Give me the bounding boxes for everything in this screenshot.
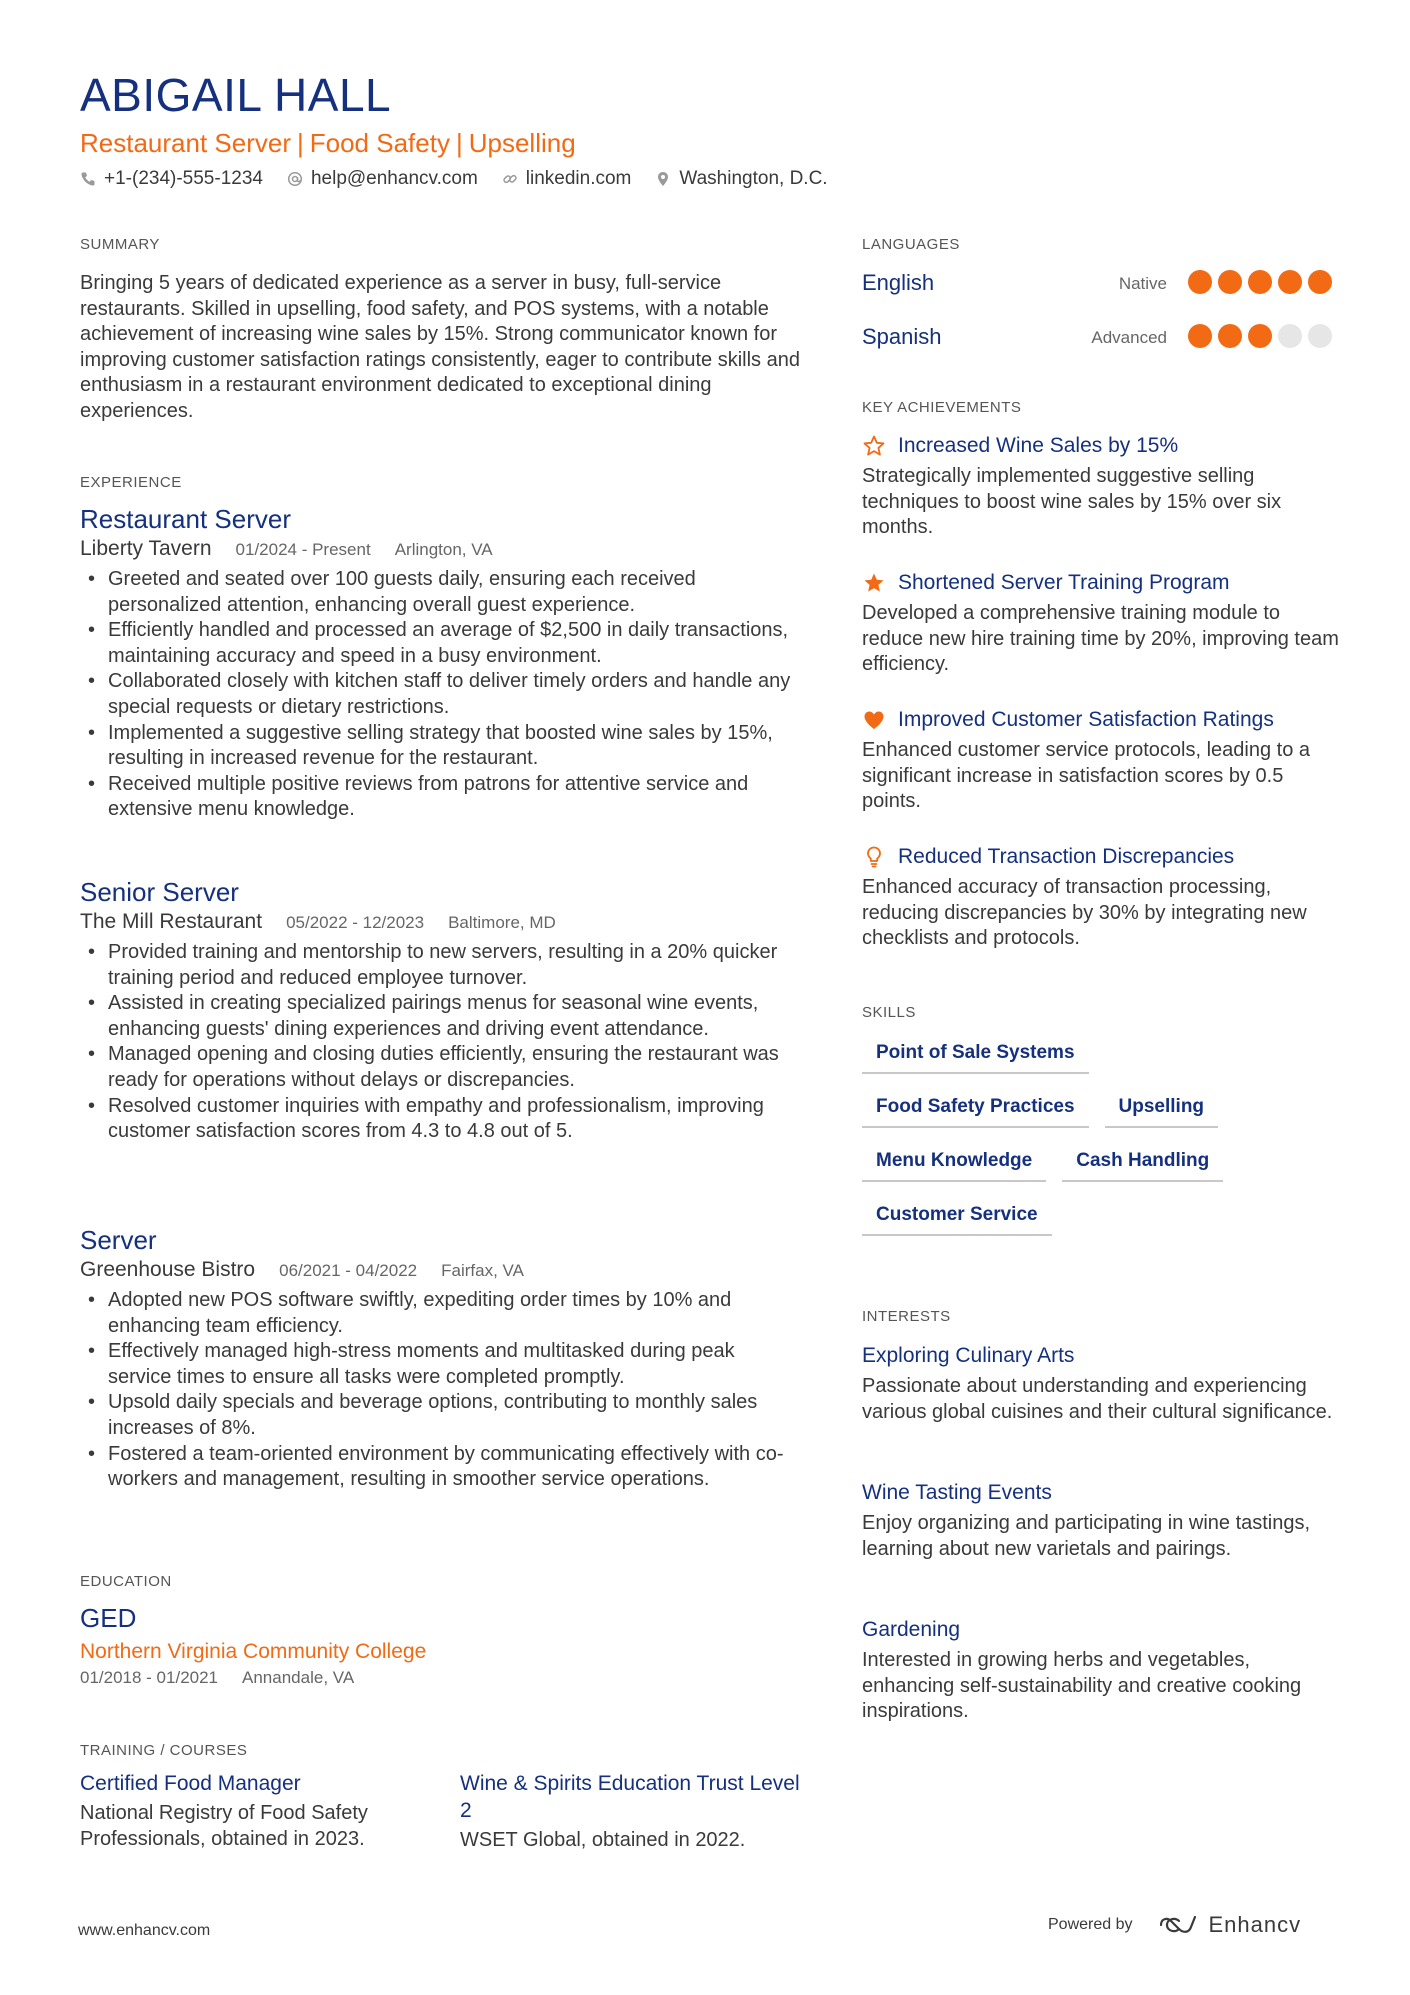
rating-dot-empty xyxy=(1308,324,1332,348)
education-meta xyxy=(80,1668,426,1688)
summary-section xyxy=(80,236,800,425)
skills-heading: SKILLS xyxy=(862,1004,916,1021)
brand-name: Enhancv xyxy=(1208,1912,1302,1937)
achievement-title: Shortened Server Training Program xyxy=(898,571,1230,594)
interest-item xyxy=(862,1618,1342,1725)
language-item xyxy=(862,270,1332,310)
job-bullets xyxy=(80,940,800,1145)
job-entry xyxy=(80,1224,800,1493)
skill-tag: Food Safety Practices xyxy=(862,1090,1089,1128)
job-company: The Mill Restaurant xyxy=(80,910,263,933)
candidate-title: Restaurant Server | Food Safety | Upselling xyxy=(80,128,576,158)
interest-item xyxy=(862,1481,1342,1562)
course-desc: WSET Global, obtained in 2022. xyxy=(460,1829,746,1851)
job-bullet: • Upsold daily specials and beverage options, contributing to monthly sales increases of 8%. xyxy=(80,1390,800,1441)
phone-contact[interactable]: +1-(234)-555-1234 xyxy=(80,168,263,190)
skill-tag: Customer Service xyxy=(862,1198,1052,1236)
interest-item xyxy=(862,1344,1342,1425)
job-bullet: • Implemented a suggestive selling strategy that boosted wine sales by 15%, resulting in increased revenue for the restaurant. xyxy=(80,721,800,772)
job-bullet: • Fostered a team-oriented environment by communicating effectively with co-workers and management, resulting in smoother service operations. xyxy=(80,1442,800,1493)
job-bullet: • Efficiently handled and processed an average of $2,500 in daily transactions, maintaining accuracy and speed in a busy environment. xyxy=(80,618,800,669)
job-role: Server xyxy=(80,1225,157,1255)
rating-dot-filled xyxy=(1248,324,1272,348)
education-school: Northern Virginia Community College xyxy=(80,1640,427,1663)
job-bullets xyxy=(80,1288,800,1493)
interest-desc: Enjoy organizing and participating in wine tastings, learning about new varietals and pairings. xyxy=(862,1512,1311,1560)
job-meta xyxy=(80,537,800,561)
summary-heading: SUMMARY xyxy=(80,236,160,253)
job-company: Greenhouse Bistro xyxy=(80,1258,256,1281)
job-location: Arlington, VA xyxy=(394,540,493,559)
training-heading: TRAINING / COURSES xyxy=(80,1742,248,1759)
course-entry xyxy=(460,1770,800,1854)
enhancv-logo-icon xyxy=(1157,1913,1201,1937)
location-contact: Washington, D.C. xyxy=(655,168,827,190)
rating-dot-filled xyxy=(1218,270,1242,294)
job-bullet: • Provided training and mentorship to new servers, resulting in a 20% quicker training period and reduced employee turnover. xyxy=(80,940,800,991)
language-level: Native xyxy=(1118,274,1167,293)
rating-dot-filled xyxy=(1218,324,1242,348)
interests-heading: INTERESTS xyxy=(862,1308,951,1325)
achievement-item xyxy=(862,571,1342,678)
job-role: Senior Server xyxy=(80,877,239,907)
achievement-desc: Strategically implemented suggestive selling techniques to boost wine sales by 15% over six months. xyxy=(862,465,1282,539)
skill-tag: Menu Knowledge xyxy=(862,1144,1046,1182)
job-entry xyxy=(80,876,800,1145)
achievement-item xyxy=(862,708,1342,815)
heart-icon xyxy=(862,708,886,732)
candidate-name: ABIGAIL HALL xyxy=(80,69,392,121)
job-bullet: • Managed opening and closing duties efficiently, ensuring the restaurant was ready for operations without delays or discrepancies. xyxy=(80,1042,800,1093)
achievement-desc: Enhanced customer service protocols, leading to a significant increase in satisfaction scores by 0.5 points. xyxy=(862,739,1311,813)
job-bullet: • Collaborated closely with kitchen staff to deliver timely orders and handle any special requests or dietary restrictions. xyxy=(80,669,800,720)
link-icon xyxy=(502,171,518,187)
interest-title: Exploring Culinary Arts xyxy=(862,1344,1075,1367)
star-filled-icon xyxy=(862,571,886,595)
phone-icon xyxy=(80,171,96,187)
achievement-desc: Enhanced accuracy of transaction processing, reducing discrepancies by 30% by integrating new checklists and protocols. xyxy=(862,876,1307,950)
at-icon xyxy=(287,171,303,187)
education-entry xyxy=(80,1603,426,1688)
job-role: Restaurant Server xyxy=(80,504,291,534)
language-rating xyxy=(1188,324,1332,348)
language-rating xyxy=(1188,270,1332,294)
rating-dot-filled xyxy=(1308,270,1332,294)
interest-title: Wine Tasting Events xyxy=(862,1481,1052,1504)
website-contact[interactable]: linkedin.com xyxy=(502,168,632,190)
course-desc: National Registry of Food Safety Professionals, obtained in 2023. xyxy=(80,1802,368,1850)
language-level: Advanced xyxy=(1091,328,1167,347)
footer-brand xyxy=(1048,1912,1301,1938)
rating-dot-filled xyxy=(1188,324,1212,348)
email-contact[interactable]: help@enhancv.com xyxy=(287,168,478,190)
lightbulb-icon xyxy=(862,845,886,869)
achievement-title: Reduced Transaction Discrepancies xyxy=(898,845,1235,868)
powered-by-label: Powered by xyxy=(1048,1916,1133,1933)
achievement-item xyxy=(862,434,1342,541)
language-name: English xyxy=(862,270,935,295)
course-title: Certified Food Manager xyxy=(80,1772,301,1795)
job-bullet: • Greeted and seated over 100 guests daily, ensuring each received personalized attention, enhancing overall guest experience. xyxy=(80,567,800,618)
map-pin-icon xyxy=(655,171,671,187)
experience-heading: EXPERIENCE xyxy=(80,474,182,491)
job-entry xyxy=(80,503,800,823)
brand-logo[interactable] xyxy=(1157,1912,1302,1938)
job-company: Liberty Tavern xyxy=(80,537,212,560)
interest-desc: Passionate about understanding and experiencing various global cuisines and their cultural significance. xyxy=(862,1375,1333,1423)
education-heading: EDUCATION xyxy=(80,1573,172,1590)
achievement-title: Increased Wine Sales by 15% xyxy=(898,434,1179,457)
interest-desc: Interested in growing herbs and vegetables, enhancing self-sustainability and creative cooking inspirations. xyxy=(862,1649,1302,1723)
language-item xyxy=(862,324,1332,364)
job-bullets xyxy=(80,567,800,823)
job-bullet: • Assisted in creating specialized pairings menus for seasonal wine events, enhancing guests' dining experiences and driving event attendance. xyxy=(80,991,800,1042)
skills-list xyxy=(862,1036,1342,1252)
star-outline-icon xyxy=(862,434,886,458)
education-location: Annandale, VA xyxy=(242,1668,355,1687)
job-bullet: • Resolved customer inquiries with empathy and professionalism, improving customer satisfaction scores from 4.3 to 4.8 out of 5. xyxy=(80,1094,800,1145)
rating-dot-filled xyxy=(1188,270,1212,294)
job-meta xyxy=(80,1258,800,1282)
job-bullet: • Adopted new POS software swiftly, expediting order times by 10% and enhancing team efficiency. xyxy=(80,1288,800,1339)
skill-tag: Point of Sale Systems xyxy=(862,1036,1089,1074)
footer-website[interactable]: www.enhancv.com xyxy=(78,1922,211,1939)
achievement-item xyxy=(862,845,1342,952)
education-dates: 01/2018 - 01/2021 xyxy=(80,1668,219,1687)
skill-tag: Upselling xyxy=(1105,1090,1219,1128)
contact-bar xyxy=(80,168,828,190)
achievement-title: Improved Customer Satisfaction Ratings xyxy=(898,708,1274,731)
job-location: Baltimore, MD xyxy=(448,913,556,932)
rating-dot-filled xyxy=(1248,270,1272,294)
education-degree: GED xyxy=(80,1603,137,1633)
job-location: Fairfax, VA xyxy=(441,1261,524,1280)
job-meta xyxy=(80,910,800,934)
course-title: Wine & Spirits Education Trust Level 2 xyxy=(460,1772,800,1822)
achievement-desc: Developed a comprehensive training module to reduce new hire training time by 20%, improving team efficiency. xyxy=(862,602,1339,676)
job-dates: 05/2022 - 12/2023 xyxy=(286,913,425,932)
job-dates: 01/2024 - Present xyxy=(235,540,371,559)
rating-dot-filled xyxy=(1278,270,1302,294)
job-bullet: • Effectively managed high-stress moments and multitasked during peak service times to ensure all tasks were completed promptly. xyxy=(80,1339,800,1390)
skill-tag: Cash Handling xyxy=(1062,1144,1223,1182)
rating-dot-empty xyxy=(1278,324,1302,348)
job-dates: 06/2021 - 04/2022 xyxy=(279,1261,418,1280)
summary-text: Bringing 5 years of dedicated experience as a server in busy, full-service restaurants. Skilled in upselling, food safety, and POS systems, with a notable achievement of increasing wine sales by 15%. Strong communicator known for improving customer satisfaction ratings consistently, eager to contribute skills and enthusiasm in a restaurant environment dedicated to exceptional dining experiences. xyxy=(80,272,800,422)
course-entry xyxy=(80,1770,420,1852)
job-bullet: • Received multiple positive reviews from patrons for attentive service and extensive menu knowledge. xyxy=(80,772,800,823)
achievements-heading: KEY ACHIEVEMENTS xyxy=(862,399,1022,416)
languages-heading: LANGUAGES xyxy=(862,236,960,253)
language-name: Spanish xyxy=(862,324,942,349)
interest-title: Gardening xyxy=(862,1618,961,1641)
